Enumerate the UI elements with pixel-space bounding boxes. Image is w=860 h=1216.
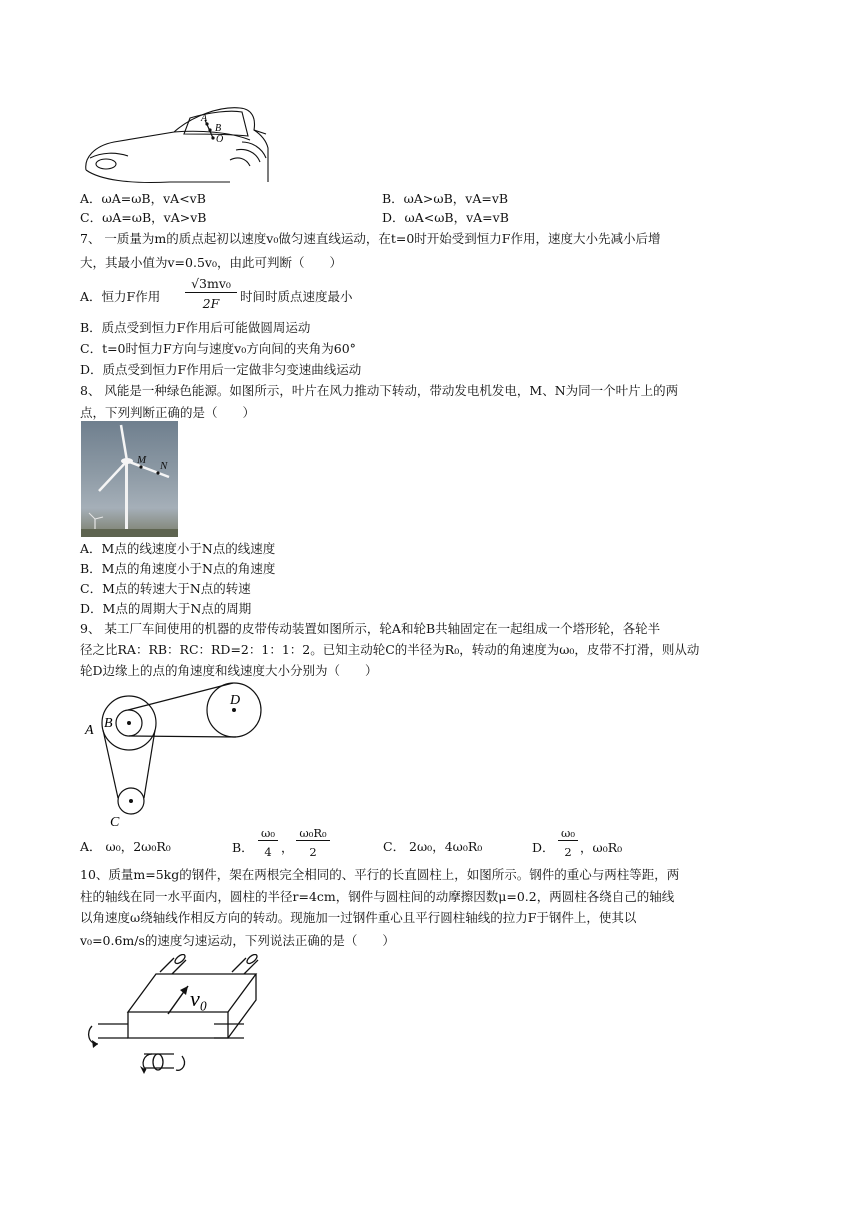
q6-option-c: C．ωA=ωB，vA>vB bbox=[80, 210, 207, 225]
q9-option-b-prefix: B． bbox=[232, 840, 254, 855]
q10-stem-line2: 柱的轴线在同一水平面内，圆柱的半径r=4cm，钢件与圆柱间的动摩擦因数μ=0.2，两圆柱各绕自己的轴线 bbox=[80, 889, 675, 904]
q9-option-a: A． ω₀，2ω₀R₀ bbox=[80, 839, 171, 854]
q8-option-c: C．M点的转速大于N点的转速 bbox=[80, 581, 251, 596]
q10-label-v0: v₀ bbox=[190, 986, 208, 1011]
q7-option-c: C．t=0时恒力F方向与速度v₀方向间的夹角为60° bbox=[80, 341, 356, 356]
q9-option-d-suffix: ，ω₀R₀ bbox=[580, 840, 623, 855]
q9-option-b-den1: 4 bbox=[264, 845, 272, 859]
q9-label-a: A bbox=[85, 723, 94, 738]
q10-stem-line3: 以角速度ω绕轴线作相反方向的转动。现施加一过钢件重心且平行圆柱轴线的拉力F于钢件上，使其以 bbox=[80, 910, 637, 925]
q9-label-d: D bbox=[230, 693, 241, 708]
q6-option-d: D．ωA<ωB，vA=vB bbox=[382, 210, 509, 225]
q9-option-d-num: ω₀ bbox=[558, 826, 578, 841]
q9-option-b-num1: ω₀ bbox=[258, 826, 278, 841]
q7-option-a-suffix: 时间时质点速度最小 bbox=[240, 289, 353, 304]
q7-option-a-prefix: A．恒力F作用 bbox=[80, 289, 161, 304]
q7-option-b: B．质点受到恒力F作用后可能做圆周运动 bbox=[80, 320, 311, 335]
q9-label-b: B bbox=[104, 716, 113, 731]
q8-stem-line1: 8、 风能是一种绿色能源。如图所示，叶片在风力推动下转动，带动发电机发电，M、N为同一个叶片上的两 bbox=[80, 383, 679, 398]
q9-option-b-num2: ω₀R₀ bbox=[296, 826, 330, 841]
q9-stem-line3: 轮D边缘上的点的角速度和线速度大小分别为（ ） bbox=[80, 663, 378, 678]
q6-label-o: O bbox=[216, 134, 224, 145]
q6-label-a: A bbox=[201, 113, 208, 124]
q8-stem-line2: 点，下列判断正确的是（ ） bbox=[80, 405, 256, 420]
q6-option-b: B．ωA>ωB，vA=vB bbox=[382, 191, 509, 206]
q8-label-n: N bbox=[160, 460, 168, 472]
q9-option-b: B． ω₀ 4 ， ω₀R₀ 2 bbox=[232, 826, 352, 866]
q10-stem-line1: 10、质量m=5kg的钢件，架在两根完全相同的、平行的长直圆柱上，如图所示。钢件的重心与两柱等距，两 bbox=[80, 867, 680, 882]
q6-car-figure bbox=[80, 100, 280, 188]
q7-stem-line2: 大，其最小值为v=0.5v₀，由此可判断（ ） bbox=[80, 255, 342, 270]
q9-label-c: C bbox=[110, 815, 120, 828]
q7-option-a-fraction-num: √3mv₀ bbox=[185, 276, 237, 293]
q8-option-d: D．M点的周期大于N点的周期 bbox=[80, 601, 252, 616]
q9-option-b-den2: 2 bbox=[309, 845, 317, 859]
q6-label-b: B bbox=[215, 123, 222, 134]
q8-label-m: M bbox=[137, 454, 147, 466]
q7-stem-line1: 7、 一质量为m的质点起初以速度v₀做匀速直线运动，在t=0时开始受到恒力F作用，速度大小先减小后增 bbox=[80, 231, 661, 246]
q10-cylinders-figure bbox=[84, 954, 264, 1074]
q10-stem-line4: v₀=0.6m/s的速度匀速运动，下列说法正确的是（ ） bbox=[80, 933, 395, 948]
q7-option-d: D．质点受到恒力F作用后一定做非匀变速曲线运动 bbox=[80, 362, 362, 377]
q9-stem-line1: 9、 某工厂车间使用的机器的皮带传动装置如图所示，轮A和轮B共轴固定在一起组成一个塔形轮，各轮半 bbox=[80, 621, 661, 636]
q6-option-a: A．ωA=ωB，vA<vB bbox=[80, 191, 206, 206]
q8-option-a: A．M点的线速度小于N点的线速度 bbox=[80, 541, 276, 556]
q8-wind-turbine-photo bbox=[81, 421, 178, 537]
q9-option-c: C． 2ω₀，4ω₀R₀ bbox=[383, 839, 483, 854]
q8-option-b: B．M点的角速度小于N点的角速度 bbox=[80, 561, 276, 576]
q9-option-d bbox=[532, 826, 652, 866]
q9-belt-pulley-figure bbox=[80, 680, 270, 828]
q7-option-a-fraction-den: 2F bbox=[202, 296, 220, 311]
q9-option-d-prefix: D． bbox=[532, 840, 555, 855]
q9-option-d-den: 2 bbox=[564, 845, 572, 859]
q9-stem-line2: 径之比RA：RB：RC：RD=2：1：1：2。已知主动轮C的半径为R₀，转动的角速度为ω₀，皮带不打滑，则从动 bbox=[80, 642, 700, 657]
